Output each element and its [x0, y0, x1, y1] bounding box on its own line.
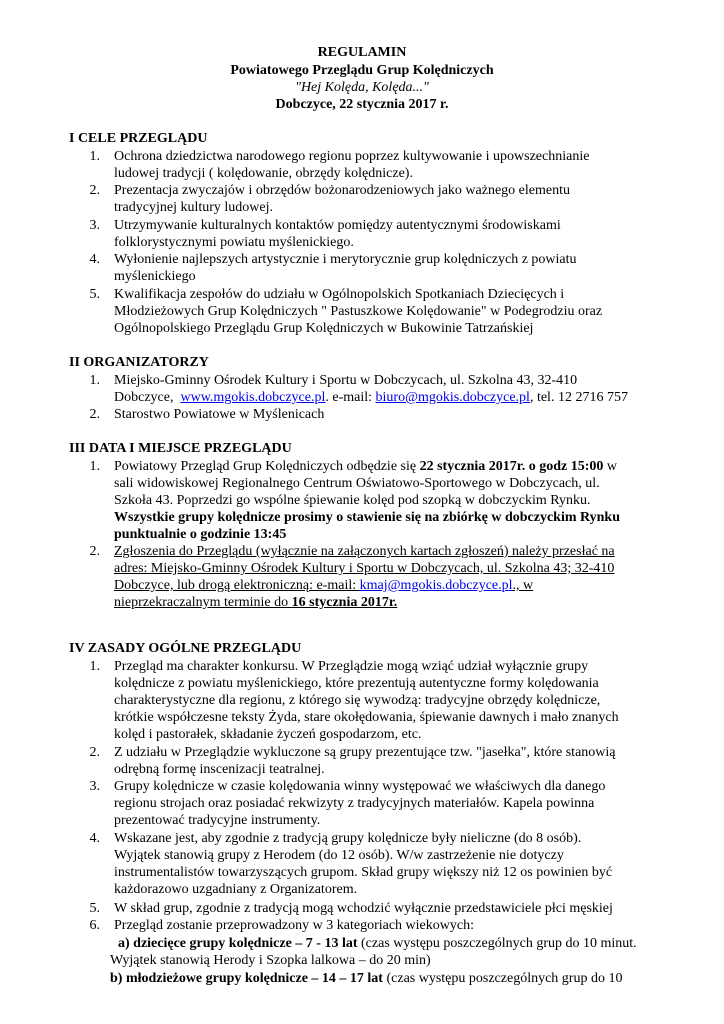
list-item-text: każdorazowo uzgadniany z Organizatorem.	[114, 882, 358, 897]
section-4-title: IV ZASADY OGÓLNE PRZEGLĄDU	[69, 641, 302, 656]
contact-text: Dobczyce,	[114, 390, 174, 405]
list-number: 1.	[89, 459, 100, 474]
list-number: 2.	[89, 183, 100, 198]
gathering-time: punktualnie o godzinie 13:45	[114, 527, 287, 542]
list-item-text: prezentować tradycyjne instrumenty.	[114, 813, 321, 828]
list-item-text: Wskazane jest, aby zgodnie z tradycją grupy kolędnicze były nieliczne (do 8 osób).	[114, 831, 582, 846]
text-run: nieprzekraczalnym terminie do	[114, 595, 292, 610]
list-item-text	[114, 577, 533, 595]
list-item-text: Ochrona dziedzictwa narodowego regionu poprzez kultywowanie i upowszechnianie	[114, 149, 590, 164]
list-number: 6.	[89, 918, 100, 933]
list-item-text: Wyjątek stanowią grupy z Herodem (do 12 osób). W/w zastrzeżenie nie dotyczy	[114, 848, 564, 863]
contact-text: . e-mail:	[325, 390, 373, 405]
document-subtitle: Powiatowego Przeglądu Grup Kolędniczych	[230, 63, 494, 78]
list-item-text: Wyłonienie najlepszych artystycznie i merytorycznie grup kolędniczych z powiatu	[114, 252, 577, 267]
list-item-text: Prezentacja zwyczajów i obrzędów bożonarodzeniowych jako ważnego elementu	[114, 183, 570, 198]
list-item-text: Starostwo Powiatowe w Myślenicach	[114, 407, 325, 422]
category-b-duration: (czas występu poszczególnych grup do 10	[382, 971, 623, 986]
section-3-title: III DATA I MIEJSCE PRZEGLĄDU	[69, 441, 292, 456]
list-item-text: Grupy kolędnicze w czasie kolędowania winny występować we właściwych dla danego	[114, 779, 606, 794]
category-b-label: b) młodzieżowe grupy kolędnicze – 14 – 17 lat	[110, 971, 383, 986]
event-datetime: 22 stycznia 2017r. o godz 15:00	[419, 459, 604, 474]
gathering-notice: Wszystkie grupy kolędnicze prosimy o stawienie się na zbiórkę w dobczyckim Rynku	[114, 510, 620, 525]
text-run: Dobczyce, lub drogą elektroniczną: e-mail:	[114, 578, 357, 593]
list-item-text: kolędnicze z powiatu myślenickiego, które prezentują autentyczne formy kolędowania	[114, 676, 599, 691]
text-run: w	[603, 459, 618, 474]
list-item-text: Szkoła 43. Poprzedzi go wspólne śpiewanie kolęd pod szopką w dobczyckim Rynku.	[114, 493, 591, 508]
list-number: 4.	[89, 831, 100, 846]
list-number: 2.	[89, 544, 100, 559]
list-item-text: Ogólnopolskiego Przeglądu Grup Kolędniczych w Bukowinie Tatrzańskiej	[114, 321, 534, 336]
list-item-text: myślenickiego	[114, 269, 196, 284]
category-a-duration: (czas występu poszczególnych grup do 10 minut.	[357, 936, 637, 951]
list-item-text: folklorystycznymi powiatu myślenickiego.	[114, 235, 354, 250]
list-number: 3.	[89, 218, 100, 233]
document-title: REGULAMIN	[317, 45, 407, 60]
list-number: 4.	[89, 252, 100, 267]
event-motto: "Hej Kolęda, Kolęda..."	[295, 80, 429, 95]
list-item-text: adres: Miejsko-Gminny Ośrodek Kultury i Sportu w Dobczycach, ul. Szkolna 43; 32-410	[114, 561, 615, 576]
list-number: 5.	[89, 901, 100, 916]
list-item-text: regionu strojach oraz posiadać rekwizyty z tradycyjnych materiałów. Kapela powinna	[114, 796, 595, 811]
email-link[interactable]: biuro@mgokis.dobczyce.pl	[375, 390, 530, 405]
list-item-text: instrumentalistów towarzyszących grupom. Skład grupy większy niż 12 os powinien być	[114, 865, 613, 880]
list-item-text: Przegląd ma charakter konkursu. W Przeglądzie mogą wziąć udział wyłącznie grupy	[114, 659, 589, 674]
category-a	[118, 935, 637, 953]
category-b	[110, 970, 622, 988]
organizer-contact-line	[114, 389, 628, 407]
list-number: 1.	[89, 373, 100, 388]
list-item-text: odrębną formę inscenizacji teatralnej.	[114, 762, 325, 777]
phone-text: , tel. 12 2716 757	[529, 390, 628, 405]
list-item-text: Zgłoszenia do Przeglądu (wyłącznie na załączonych kartach zgłoszeń) należy przesłać na	[114, 544, 615, 559]
list-item-text: tradycyjnej kultury ludowej.	[114, 200, 274, 215]
section-2-title: II ORGANIZATORZY	[69, 355, 209, 370]
list-number: 1.	[89, 659, 100, 674]
list-number: 1.	[89, 149, 100, 164]
text-run: ., w	[512, 578, 534, 593]
category-a-label: a) dziecięce grupy kolędnicze – 7 - 13 lat	[118, 936, 358, 951]
list-item-text: Z udziału w Przeglądzie wykluczone są grupy prezentujące tzw. "jasełka", które stanowią	[114, 745, 616, 760]
list-item-text: W skład grup, zgodnie z tradycją mogą wchodzić wyłącznie przedstawiciele płci męskiej	[114, 901, 613, 916]
list-item-text: sali widowiskowej Regionalnego Centrum Oświatowo-Sportowego w Dobczycach, ul.	[114, 476, 600, 491]
category-a-exception: Wyjątek stanowią Herody i Szopka lalkowa – do 20 min)	[110, 953, 431, 968]
text-run: Powiatowy Przegląd Grup Kolędniczych odbędzie się	[114, 459, 420, 474]
list-number: 3.	[89, 779, 100, 794]
list-item-text	[114, 594, 397, 612]
section-1-title: I CELE PRZEGLĄDU	[69, 131, 208, 146]
list-item-text: krótkie współczesne teksty Żyda, stare okołędowania, śpiewanie dawnych i mało znanych	[114, 710, 619, 725]
event-date-place: Dobczyce, 22 stycznia 2017 r.	[275, 97, 449, 112]
list-item-text: Młodzieżowych Grup Kolędniczych " Pastuszkowe Kolędowanie" w Podegrodziu oraz	[114, 304, 603, 319]
list-item-text: Przegląd zostanie przeprowadzony w 3 kategoriach wiekowych:	[114, 918, 474, 933]
website-link[interactable]: www.mgokis.dobczyce.pl	[180, 390, 326, 405]
list-number: 2.	[89, 745, 100, 760]
list-number: 2.	[89, 407, 100, 422]
list-item-text: Kwalifikacja zespołów do udziału w Ogólnopolskich Spotkaniach Dziecięcych i	[114, 287, 565, 302]
list-item-text	[114, 458, 617, 476]
deadline-date: 16 stycznia 2017r.	[291, 595, 398, 610]
list-item-text: ludowej tradycji ( kolędowanie, obrzędy kolędnicze).	[114, 166, 413, 181]
email-link[interactable]: kmaj@mgokis.dobczyce.pl	[359, 578, 513, 593]
list-item-text: kolęd i pastorałek, składanie życzeń gospodarzom, etc.	[114, 727, 422, 742]
list-number: 5.	[89, 287, 100, 302]
list-item-text: Utrzymywanie kulturalnych kontaktów pomiędzy autentycznymi środowiskami	[114, 218, 561, 233]
list-item-text: charakterystyczne dla regionu, z którego się wywodzą: tradycyjne obrzędy kolędnicze,	[114, 693, 601, 708]
list-item-text: Miejsko-Gminny Ośrodek Kultury i Sportu w Dobczycach, ul. Szkolna 43, 32-410	[114, 373, 578, 388]
